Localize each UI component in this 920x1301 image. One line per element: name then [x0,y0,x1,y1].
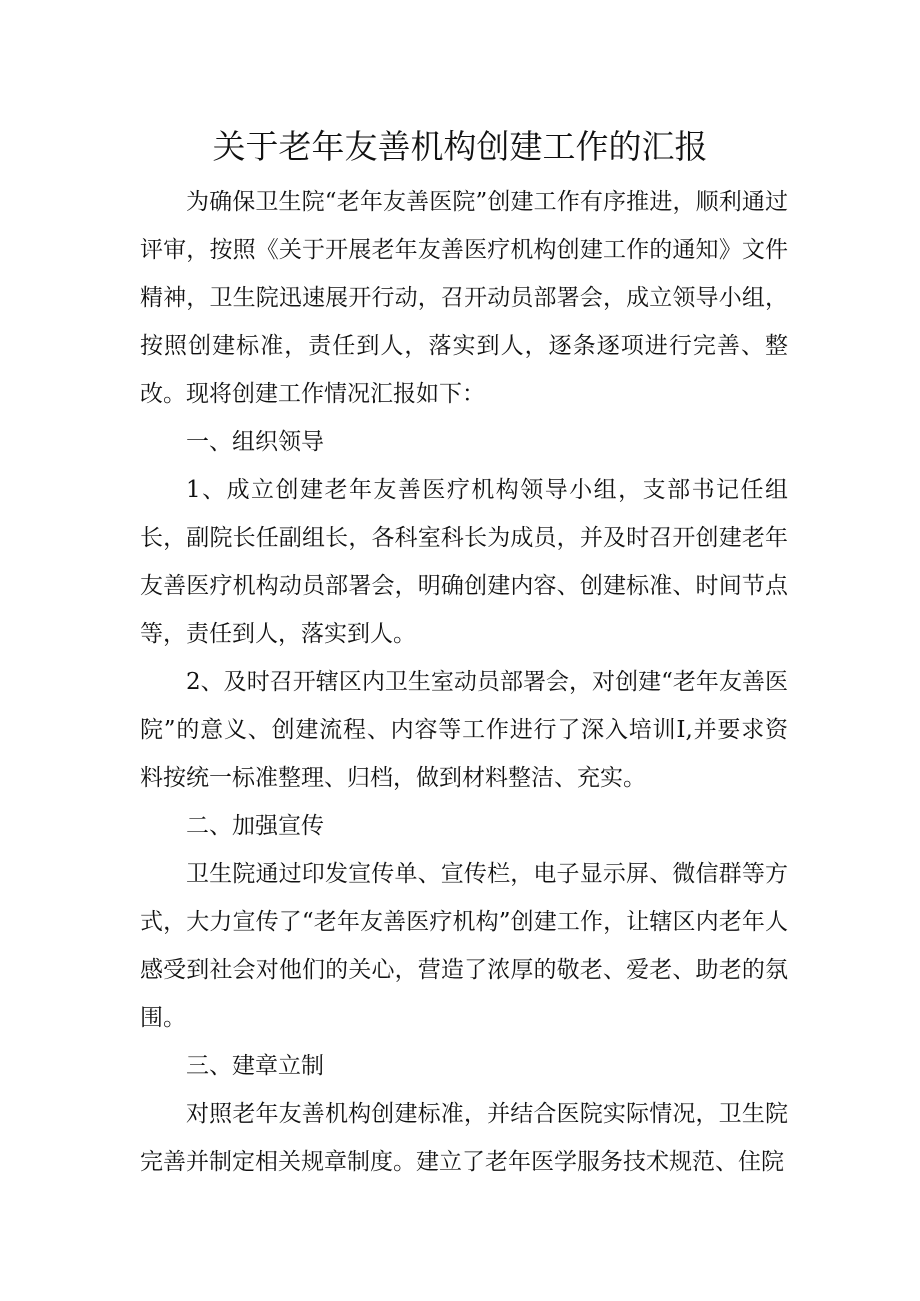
section-paragraph: 2、及时召开辖区内卫生室动员部署会，对创建“老年友善医院”的意义、创建流程、内容等工作进行了深入培训I,并要求资料按统一标准整理、归档，做到材料整洁、充实。 [140,669,788,791]
section-paragraph: 1、成立创建老年友善医疗机构领导小组，支部书记任组长，副院长任副组长，各科室科长为成员，并及时召开创建老年友善医疗机构动员部署会，明确创建内容、创建标准、时间节点等，责任到人，落实到人。 [140,477,788,647]
section-paragraph: 卫生院通过印发宣传单、宣传栏，电子显示屏、微信群等方式，大力宣传了“老年友善医疗机构”创建工作，让辖区内老年人感受到社会对他们的关心，营造了浓厚的敬老、爱老、助老的氛围。 [140,861,788,1031]
section-paragraph: 对照老年友善机构创建标准，并结合医院实际情况，卫生院完善并制定相关规章制度。建立了老年医学服务技术规范、住院 [140,1101,788,1175]
document-body [140,178,788,1186]
section-heading-publicity: 二、加强宣传 [186,813,324,839]
section-heading-regulations: 三、建章立制 [186,1053,324,1079]
section-heading-organization: 一、组织领导 [186,429,324,455]
document-title: 关于老年友善机构创建工作的汇报 [212,127,708,166]
intro-paragraph: 为确保卫生院“老年友善医院”创建工作有序推进，顺利通过评审，按照《关于开展老年友善医疗机构创建工作的通知》文件精神，卫生院迅速展开行动，召开动员部署会，成立领导小组，按照创建标准，责任到人，落实到人，逐条逐项进行完善、整改。现将创建工作情况汇报如下： [140,189,788,407]
